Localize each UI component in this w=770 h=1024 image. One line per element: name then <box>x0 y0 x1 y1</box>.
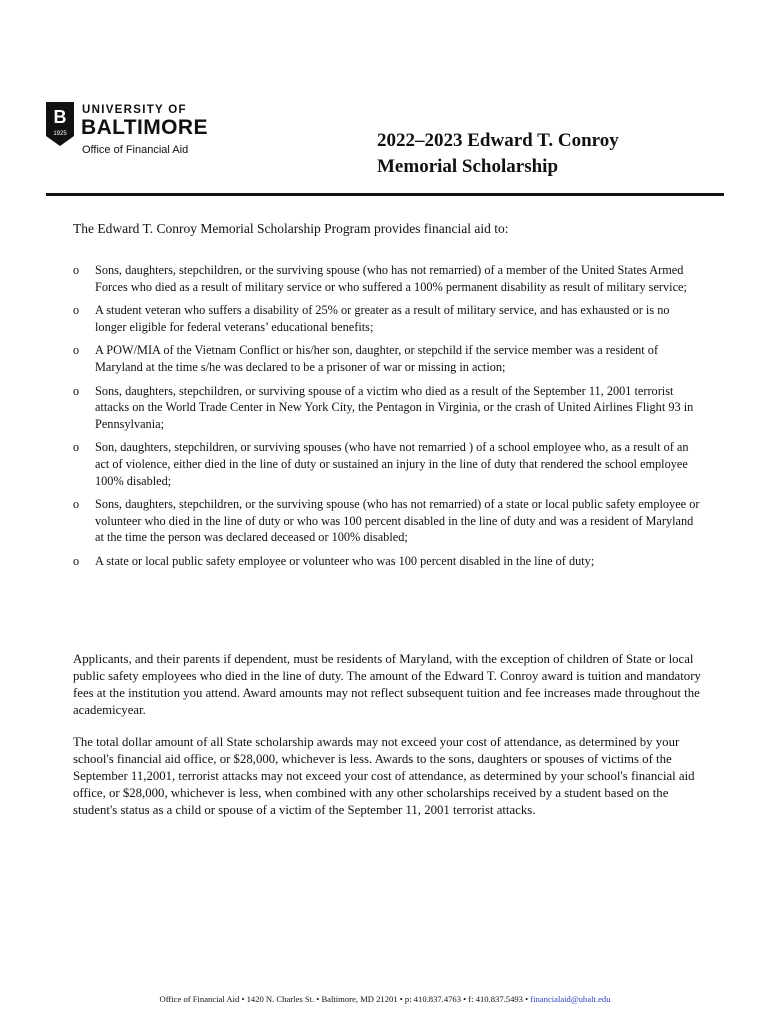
list-item <box>73 342 701 375</box>
title-line-2: Memorial Scholarship <box>377 156 559 177</box>
list-item <box>73 262 701 295</box>
logo-year: 1925 <box>53 131 67 137</box>
list-item-text: Sons, daughters, stepchildren, or surviving spouse of a victim who died as a result of the September 11, 2001 terrorist attacks on the World Trade Center in New York City, the Pentagon in Virginia, or the crash of United Airlines Flight 93 in Pennsylvania; <box>95 383 694 431</box>
list-item-text: A student veteran who suffers a disability of 25% or greater as a result of military service, and has exhausted or is no longer eligible for federal veterans’ educational benefits; <box>95 303 670 334</box>
bullet-icon: o <box>73 497 80 512</box>
list-item <box>73 553 701 570</box>
residency-paragraph: Applicants, and their parents if dependent, must be residents of Maryland, with the exception of children of State or local public safety employees who died in the line of duty. The amount of the Edward T. Conroy award is tuition and mandatory fees at the institution you attend. Award amounts may not reflect subsequent tuition and fee increases made throughout the academicyear. <box>73 652 701 717</box>
list-item <box>73 439 701 489</box>
title-line-1: 2022–2023 Edward T. Conroy <box>377 130 619 151</box>
header-divider <box>46 193 724 196</box>
logo-university-text: UNIVERSITY OF <box>82 104 187 116</box>
bullet-icon: o <box>73 383 80 398</box>
list-item-text: Sons, daughters, stepchildren, or the surviving spouse (who has not remarried) of a member of the United States Armed Forces who died as a result of military service or who suffered a 100% permanent disability as result of military service; <box>95 263 687 294</box>
list-item <box>73 383 701 433</box>
list-item-text: Son, daughters, stepchildren, or surviving spouses (who have not remarried ) of a school employee who, as a result of an act of violence, either died in the line of duty or sustained an injury in the line of duty that rendered the school employee 100% disabled; <box>95 440 689 488</box>
logo-baltimore-text: BALTIMORE <box>81 116 208 139</box>
document-title <box>377 128 619 180</box>
list-item <box>73 302 701 335</box>
footer-contact <box>0 994 770 1004</box>
bullet-icon: o <box>73 343 80 358</box>
bullet-icon: o <box>73 263 80 277</box>
footer-address: Office of Financial Aid • 1420 N. Charles St. • Baltimore, MD 21201 • p: 410.837.4763 • f: 410.837.5493 • <box>159 994 531 1004</box>
list-item-text: A POW/MIA of the Vietnam Conflict or his/her son, daughter, or stepchild if the service member was a resident of Maryland at the time s/he was declared to be a prisoner of war or missing in action; <box>95 343 659 374</box>
logo-letter: B <box>53 107 67 127</box>
bullet-icon: o <box>73 553 80 568</box>
list-item-text: A state or local public safety employee or volunteer who was 100 percent disabled in the line of duty; <box>95 553 595 568</box>
logo-office-text: Office of Financial Aid <box>82 144 189 156</box>
eligibility-list <box>73 262 701 577</box>
award-limit-paragraph: The total dollar amount of all State scholarship awards may not exceed your cost of attendance, as determined by your school's financial aid office, or $28,000, whichever is less. Awards to the sons, daughters or spouses of victims of the September 11,2001, terrorist attacks may not exceed your cost of attendance, as determined by your school's financial aid office, or $28,000, whichever is less, when combined with any other scholarships received by a student based on the student's status as a child or spouse of a victim of the September 11, 2001 terrorist attacks. <box>73 735 695 817</box>
bullet-icon: o <box>73 440 80 455</box>
list-item <box>73 496 701 546</box>
university-logo <box>46 100 236 160</box>
list-item-text: Sons, daughters, stepchildren, or the surviving spouse (who has not remarried) of a state or local public safety employee or volunteer who died in the line of duty or who was 100 percent disabled in the line of duty and was a resident of Maryland at the time the person was declared deceased or 100% disabled; <box>95 497 700 545</box>
bullet-icon: o <box>73 303 80 318</box>
intro-text: The Edward T. Conroy Memorial Scholarship Program provides financial aid to: <box>73 221 509 236</box>
ub-shield-icon <box>46 102 74 146</box>
footer-email-link[interactable]: financialaid@ubalt.edu <box>530 994 611 1004</box>
